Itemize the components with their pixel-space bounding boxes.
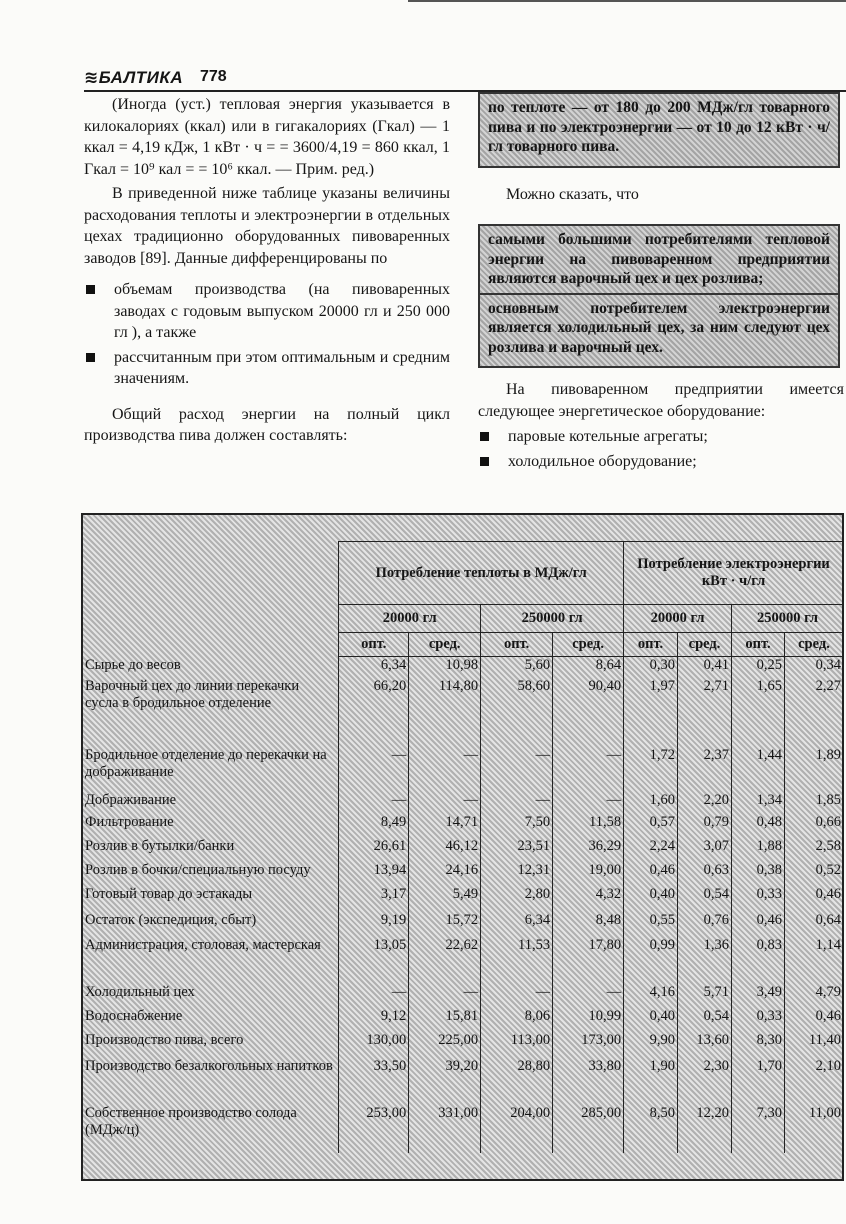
energy-table xyxy=(81,513,844,1181)
table-cell: 114,80 xyxy=(409,678,481,747)
table-cell: — xyxy=(409,747,481,792)
table-row xyxy=(83,792,844,814)
list-item: холодильное оборудование; xyxy=(478,451,844,473)
table-cell: 1,72 xyxy=(624,747,678,792)
row-label: Готовый товар до эстакады xyxy=(85,885,253,902)
table-cell: 2,71 xyxy=(678,678,732,747)
table-cell: 253,00 xyxy=(339,1105,409,1153)
energy-data-table xyxy=(83,541,844,1153)
table-cell: — xyxy=(339,984,409,1008)
col-opt: опт. xyxy=(339,633,409,657)
row-label: Производство пива, всего xyxy=(85,1031,244,1048)
table-cell: 0,79 xyxy=(678,814,732,838)
list-item: рассчитанным при этом оптимальным и средним значениям. xyxy=(84,347,450,390)
square-bullet-icon xyxy=(86,285,95,294)
table-cell: 6,34 xyxy=(339,657,409,678)
table-cell: 4,79 xyxy=(784,984,843,1008)
table-cell: 0,55 xyxy=(624,912,678,937)
table-cell: 0,46 xyxy=(784,1008,843,1032)
table-cell: 1,89 xyxy=(784,747,843,792)
col-opt: опт. xyxy=(624,633,678,657)
table-cell: 46,12 xyxy=(409,838,481,862)
table-cell: 204,00 xyxy=(481,1105,553,1153)
table-cell: 11,58 xyxy=(553,814,624,838)
table-cell: 10,98 xyxy=(409,657,481,678)
heat-vol-250000: 250000 гл xyxy=(481,605,624,633)
table-cell: 36,29 xyxy=(553,838,624,862)
table-cell: — xyxy=(339,747,409,792)
row-label: Собственное производство солода (МДж/ц) xyxy=(85,1104,297,1138)
row-label: Дображивание xyxy=(85,791,177,808)
brand-logo: ≋БАЛТИКА xyxy=(84,68,184,87)
table-row xyxy=(83,838,844,862)
table-row xyxy=(83,747,844,792)
table-cell: — xyxy=(481,984,553,1008)
table-cell: 0,25 xyxy=(732,657,785,678)
table-cell: 39,20 xyxy=(409,1058,481,1105)
running-header xyxy=(84,68,846,92)
col-opt: опт. xyxy=(732,633,785,657)
table-row xyxy=(83,657,844,678)
table-cell: 33,50 xyxy=(339,1058,409,1105)
elec-vol-20000: 20000 гл xyxy=(624,605,732,633)
table-cell: 3,07 xyxy=(678,838,732,862)
table-cell: — xyxy=(553,984,624,1008)
row-header-blank xyxy=(83,542,339,657)
row-label: Остаток (экспедиция, сбыт) xyxy=(85,911,257,928)
col-avg: сред. xyxy=(553,633,624,657)
list-item: объемам производства (на пивоваренных заводах с годовым выпуском 20000 гл и 250 000 гл ), а также xyxy=(84,279,450,344)
table-row xyxy=(83,814,844,838)
table-cell: 8,06 xyxy=(481,1008,553,1032)
table-row xyxy=(83,912,844,937)
table-cell: 26,61 xyxy=(339,838,409,862)
table-cell: — xyxy=(409,792,481,814)
table-cell: 19,00 xyxy=(553,862,624,886)
table-cell: 7,50 xyxy=(481,814,553,838)
table-cell: 1,60 xyxy=(624,792,678,814)
table-cell: 285,00 xyxy=(553,1105,624,1153)
table-cell: 11,53 xyxy=(481,937,553,984)
table-cell: 3,49 xyxy=(732,984,785,1008)
paragraph-equipment: На пивоваренном предприятии имеется следующее энергетическое оборудование: xyxy=(478,381,844,420)
row-label: Розлив в бочки/специальную посуду xyxy=(85,861,311,878)
table-cell: — xyxy=(409,984,481,1008)
table-cell: 11,40 xyxy=(784,1032,843,1058)
row-label: Администрация, столовая, мастерская xyxy=(85,936,321,953)
table-cell: 15,72 xyxy=(409,912,481,937)
table-cell: 33,80 xyxy=(553,1058,624,1105)
text-say: Можно сказать, что xyxy=(506,186,639,203)
table-cell: 1,65 xyxy=(732,678,785,747)
table-cell: 0,33 xyxy=(732,1008,785,1032)
col-avg: сред. xyxy=(409,633,481,657)
table-cell: 0,41 xyxy=(678,657,732,678)
table-cell: 0,83 xyxy=(732,937,785,984)
table-cell: 13,60 xyxy=(678,1032,732,1058)
table-cell: 0,66 xyxy=(784,814,843,838)
table-cell: 13,94 xyxy=(339,862,409,886)
table-cell: 5,49 xyxy=(409,886,481,912)
table-cell: 113,00 xyxy=(481,1032,553,1058)
table-cell: 331,00 xyxy=(409,1105,481,1153)
table-cell: 1,34 xyxy=(732,792,785,814)
paragraph-intro: В приведенной ниже таблице указаны величины расходования теплоты и электроэнергии в отдельных цехах традиционно оборудованных пивоваренных заводов [89]. Данные дифференцированы по xyxy=(84,185,450,267)
paragraph-note: (Иногда (уст.) тепловая энергия указывается в килокалориях (ккал) или в гигакалориях (Гкал) — 1 ккал = 4,19 кДж, 1 кВт · ч = = 3600/4,19 = 860 ккал, 1 Гкал = 10⁹ кал = = 10⁶ ккал. — Прим. ред.) xyxy=(84,96,450,178)
table-cell: — xyxy=(481,747,553,792)
table-cell: — xyxy=(481,792,553,814)
table-row xyxy=(83,1008,844,1032)
table-cell: 17,80 xyxy=(553,937,624,984)
col-avg: сред. xyxy=(678,633,732,657)
table-cell: 0,48 xyxy=(732,814,785,838)
table-cell: 8,64 xyxy=(553,657,624,678)
table-cell: 2,10 xyxy=(784,1058,843,1105)
table-cell: 0,38 xyxy=(732,862,785,886)
table-cell: 12,20 xyxy=(678,1105,732,1153)
table-row xyxy=(83,1058,844,1105)
table-cell: 2,58 xyxy=(784,838,843,862)
table-cell: 1,90 xyxy=(624,1058,678,1105)
highlight-box-totals: по теплоте — от 180 до 200 МДж/гл товарного пива и по электроэнергии — от 10 до 12 кВт · ч/гл товарного пива. xyxy=(478,92,840,168)
col-opt: опт. xyxy=(481,633,553,657)
table-row xyxy=(83,937,844,984)
row-label: Водоснабжение xyxy=(85,1007,183,1024)
row-label: Фильтрование xyxy=(85,813,174,830)
table-cell: 28,80 xyxy=(481,1058,553,1105)
table-cell: 13,05 xyxy=(339,937,409,984)
table-row xyxy=(83,678,844,747)
table-cell: 0,46 xyxy=(624,862,678,886)
elec-vol-250000: 250000 гл xyxy=(732,605,844,633)
table-cell: 15,81 xyxy=(409,1008,481,1032)
table-cell: 90,40 xyxy=(553,678,624,747)
table-cell: 130,00 xyxy=(339,1032,409,1058)
table-cell: 9,12 xyxy=(339,1008,409,1032)
table-cell: 0,46 xyxy=(732,912,785,937)
highlight-box-consumers: самыми большими потребителями тепловой энергии на пивоваренном предприятии являются варочный цех и цех розлива; основным потребителем электроэнергии является холодильный цех, за ним следуют цех розлива и варочный цех. xyxy=(478,224,840,368)
table-cell: 4,32 xyxy=(553,886,624,912)
table-cell: 0,40 xyxy=(624,886,678,912)
table-cell: — xyxy=(553,792,624,814)
table-cell: 66,20 xyxy=(339,678,409,747)
table-cell: 0,46 xyxy=(784,886,843,912)
table-cell: 3,17 xyxy=(339,886,409,912)
table-cell: 0,30 xyxy=(624,657,678,678)
row-label: Холодильный цех xyxy=(85,983,195,1000)
square-bullet-icon xyxy=(480,432,489,441)
table-cell: 1,97 xyxy=(624,678,678,747)
table-cell: 8,48 xyxy=(553,912,624,937)
heat-vol-20000: 20000 гл xyxy=(339,605,481,633)
table-cell: 1,44 xyxy=(732,747,785,792)
table-cell: 1,85 xyxy=(784,792,843,814)
table-cell: 8,30 xyxy=(732,1032,785,1058)
paragraph-total: Общий расход энергии на полный цикл производства пива должен составлять: xyxy=(84,405,450,444)
table-cell: 2,30 xyxy=(678,1058,732,1105)
table-cell: 14,71 xyxy=(409,814,481,838)
table-cell: 58,60 xyxy=(481,678,553,747)
table-cell: 0,40 xyxy=(624,1008,678,1032)
table-cell: 225,00 xyxy=(409,1032,481,1058)
table-row xyxy=(83,984,844,1008)
table-cell: 9,19 xyxy=(339,912,409,937)
table-row xyxy=(83,886,844,912)
table-cell: 2,27 xyxy=(784,678,843,747)
table-row xyxy=(83,1105,844,1153)
table-cell: — xyxy=(339,792,409,814)
table-cell: 0,33 xyxy=(732,886,785,912)
table-cell: 0,76 xyxy=(678,912,732,937)
row-label: Варочный цех до линии перекачки сусла в бродильное отделение xyxy=(85,677,300,711)
table-cell: 0,64 xyxy=(784,912,843,937)
table-cell: 173,00 xyxy=(553,1032,624,1058)
table-cell: 0,54 xyxy=(678,1008,732,1032)
row-label: Бродильное отделение до перекачки на дображивание xyxy=(85,746,327,780)
table-row xyxy=(83,1032,844,1058)
square-bullet-icon xyxy=(480,457,489,466)
table-row xyxy=(83,862,844,886)
table-cell: 22,62 xyxy=(409,937,481,984)
table-cell: 23,51 xyxy=(481,838,553,862)
left-column xyxy=(84,94,450,450)
square-bullet-icon xyxy=(86,353,95,362)
table-cell: 1,14 xyxy=(784,937,843,984)
table-cell: 11,00 xyxy=(784,1105,843,1153)
table-cell: 0,54 xyxy=(678,886,732,912)
table-cell: 0,52 xyxy=(784,862,843,886)
table-cell: 1,88 xyxy=(732,838,785,862)
table-cell: 7,30 xyxy=(732,1105,785,1153)
table-cell: 0,34 xyxy=(784,657,843,678)
col-avg: сред. xyxy=(784,633,843,657)
table-cell: 8,49 xyxy=(339,814,409,838)
table-cell: 0,57 xyxy=(624,814,678,838)
page-number: 778 xyxy=(200,68,227,85)
list-item: паровые котельные агрегаты; xyxy=(478,426,844,448)
table-cell: 1,36 xyxy=(678,937,732,984)
table-cell: 0,63 xyxy=(678,862,732,886)
table-cell: 1,70 xyxy=(732,1058,785,1105)
table-cell: 9,90 xyxy=(624,1032,678,1058)
heat-header: Потребление теплоты в МДж/гл xyxy=(339,542,624,605)
row-label: Сырье до весов xyxy=(85,656,181,673)
row-label: Розлив в бутылки/банки xyxy=(85,837,235,854)
table-cell: — xyxy=(553,747,624,792)
right-column-bottom xyxy=(478,379,844,475)
table-cell: 5,60 xyxy=(481,657,553,678)
table-cell: 4,16 xyxy=(624,984,678,1008)
table-cell: 10,99 xyxy=(553,1008,624,1032)
elec-header: Потребление электроэнергии кВт · ч/гл xyxy=(624,542,844,605)
table-cell: 2,24 xyxy=(624,838,678,862)
table-cell: 2,37 xyxy=(678,747,732,792)
table-cell: 12,31 xyxy=(481,862,553,886)
table-cell: 2,80 xyxy=(481,886,553,912)
top-rule xyxy=(408,0,846,2)
table-cell: 24,16 xyxy=(409,862,481,886)
table-cell: 8,50 xyxy=(624,1105,678,1153)
table-cell: 0,99 xyxy=(624,937,678,984)
row-label: Производство безалкогольных напитков xyxy=(85,1057,333,1074)
table-cell: 6,34 xyxy=(481,912,553,937)
table-cell: 5,71 xyxy=(678,984,732,1008)
table-cell: 2,20 xyxy=(678,792,732,814)
